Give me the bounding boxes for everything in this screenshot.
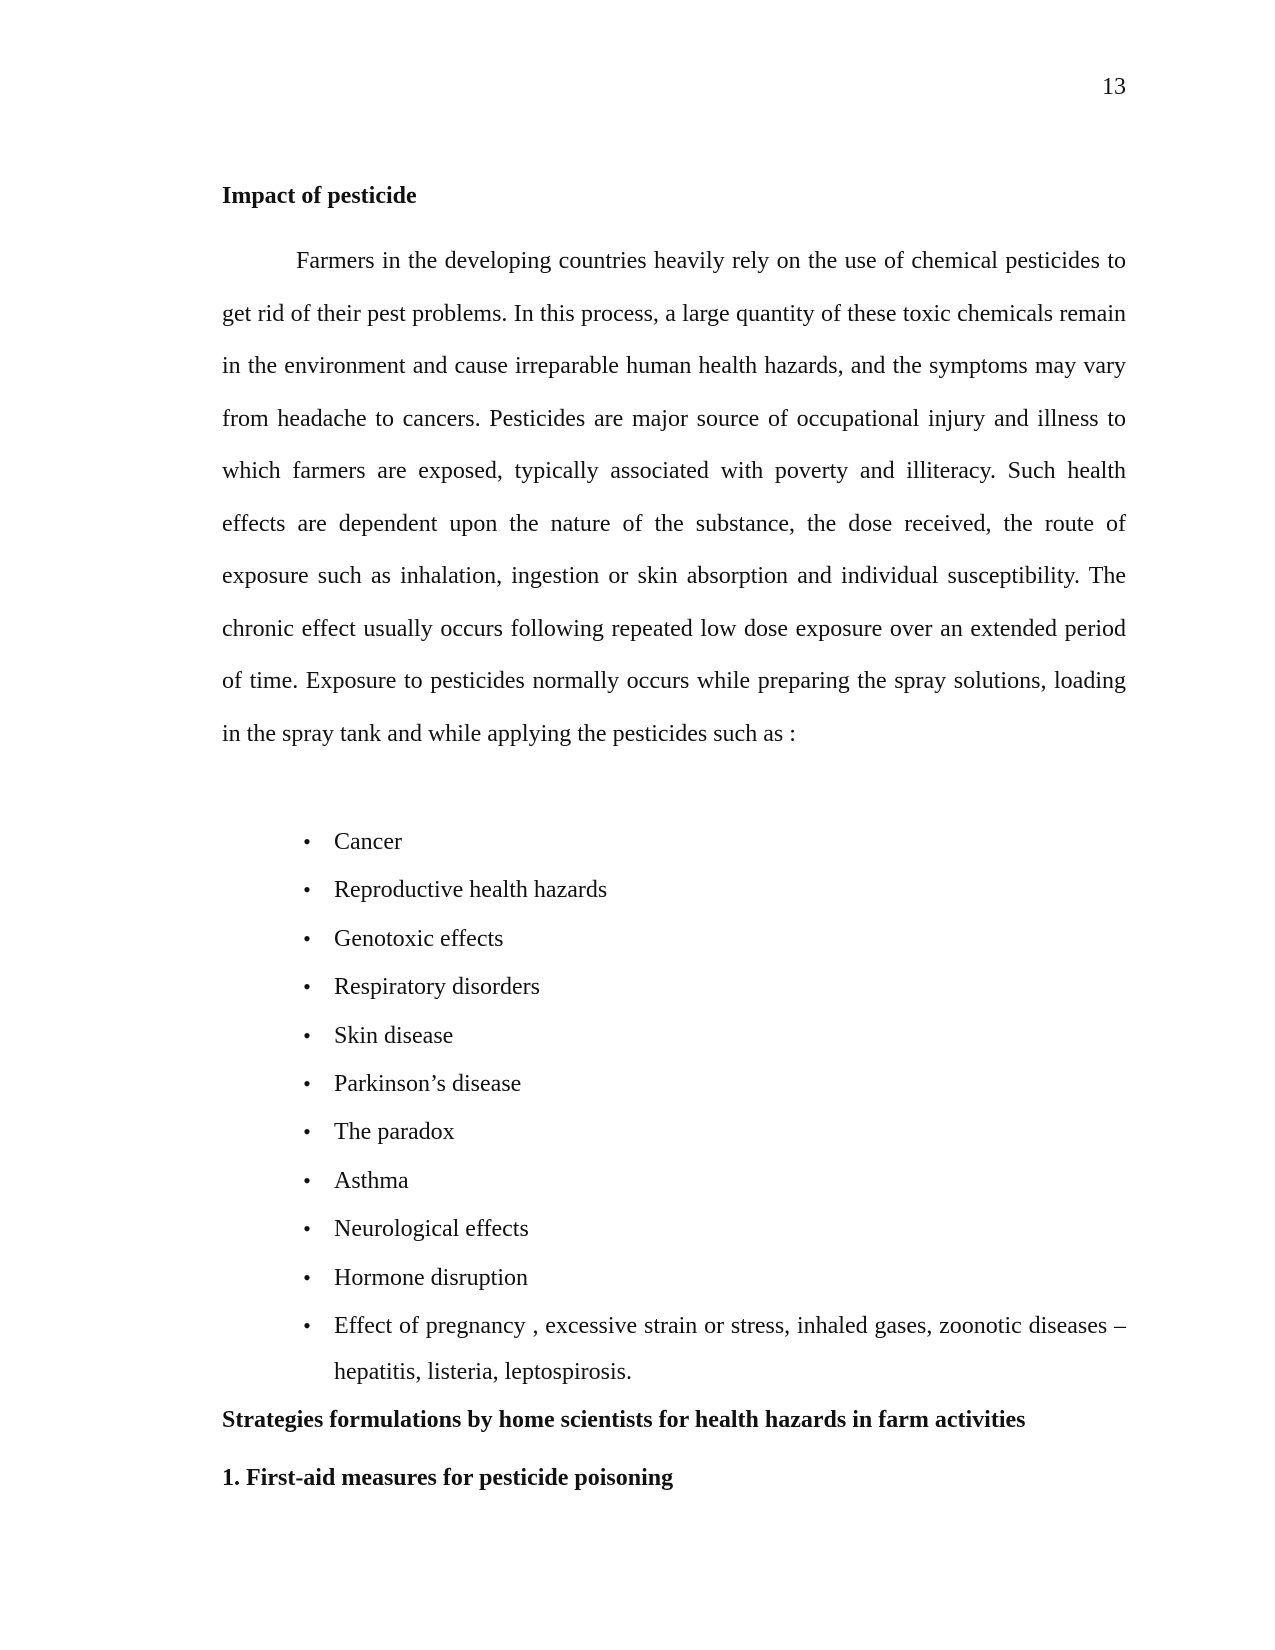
list-item-text: Respiratory disorders	[334, 974, 540, 1001]
page-number: 13	[1102, 74, 1126, 100]
list-item-text: Effect of pregnancy , excessive strain or stress, inhaled gases, zoonotic diseases – hepatitis, listeria, leptospirosis.	[334, 1312, 1126, 1385]
list-item-text: The paradox	[334, 1119, 455, 1146]
list-item	[222, 1303, 1126, 1395]
list-item-text: Parkinson’s disease	[334, 1070, 522, 1097]
body-paragraph: Farmers in the developing countries heavily rely on the use of chemical pesticides to get rid of their pest problems. In this process, a large quantity of these toxic chemicals remain in the environment and cause irreparable human health hazards, and the symptoms may vary from headache to cancers. Pesticides are major source of occupational injury and illness to which farmers are exposed, typically associated with poverty and illiteracy. Such health effects are dependent upon the nature of the substance, the dose received, the route of exposure such as inhalation, ingestion or skin absorption and individual susceptibility. The chronic effect usually occurs following repeated low dose exposure over an extended period of time. Exposure to pesticides normally occurs while preparing the spray solutions, loading in the spray tank and while applying the pesticides such as :	[222, 248, 1126, 747]
section-heading-impact: Impact of pesticide	[222, 183, 417, 209]
list-item	[222, 964, 1126, 1012]
list-item	[222, 1255, 1126, 1303]
list-item	[222, 916, 1126, 964]
bullet-icon: •	[303, 1312, 311, 1338]
bullet-icon: •	[303, 1022, 311, 1048]
bullet-icon: •	[303, 1119, 311, 1145]
bullet-icon: •	[303, 1167, 311, 1193]
list-item-text: Neurological effects	[334, 1216, 529, 1243]
bullet-icon: •	[303, 829, 311, 854]
bullet-icon: •	[303, 974, 311, 1000]
health-effects-list	[222, 819, 1126, 1395]
bullet-icon: •	[303, 877, 311, 903]
list-item	[222, 867, 1126, 915]
section-heading-strategies: Strategies formulations by home scientists for health hazards in farm activities	[222, 1407, 1026, 1433]
bullet-icon: •	[303, 1264, 311, 1290]
list-item-text: Genotoxic effects	[334, 925, 504, 952]
list-item-text: Skin disease	[334, 1022, 454, 1049]
list-item-text: Hormone disruption	[334, 1264, 528, 1291]
list-item	[222, 1158, 1126, 1206]
list-item-text: Asthma	[334, 1167, 409, 1194]
section-heading-first-aid: 1. First-aid measures for pesticide poisoning	[222, 1465, 674, 1491]
list-item-text: Reproductive health hazards	[334, 877, 608, 904]
list-item-text: Cancer	[334, 829, 402, 855]
bullet-icon: •	[303, 925, 311, 951]
list-item	[222, 1206, 1126, 1254]
list-item	[222, 1061, 1126, 1109]
list-item	[222, 819, 1126, 867]
bullet-icon: •	[303, 1216, 311, 1242]
bullet-icon: •	[303, 1070, 311, 1096]
list-item	[222, 1013, 1126, 1061]
list-item	[222, 1109, 1126, 1157]
